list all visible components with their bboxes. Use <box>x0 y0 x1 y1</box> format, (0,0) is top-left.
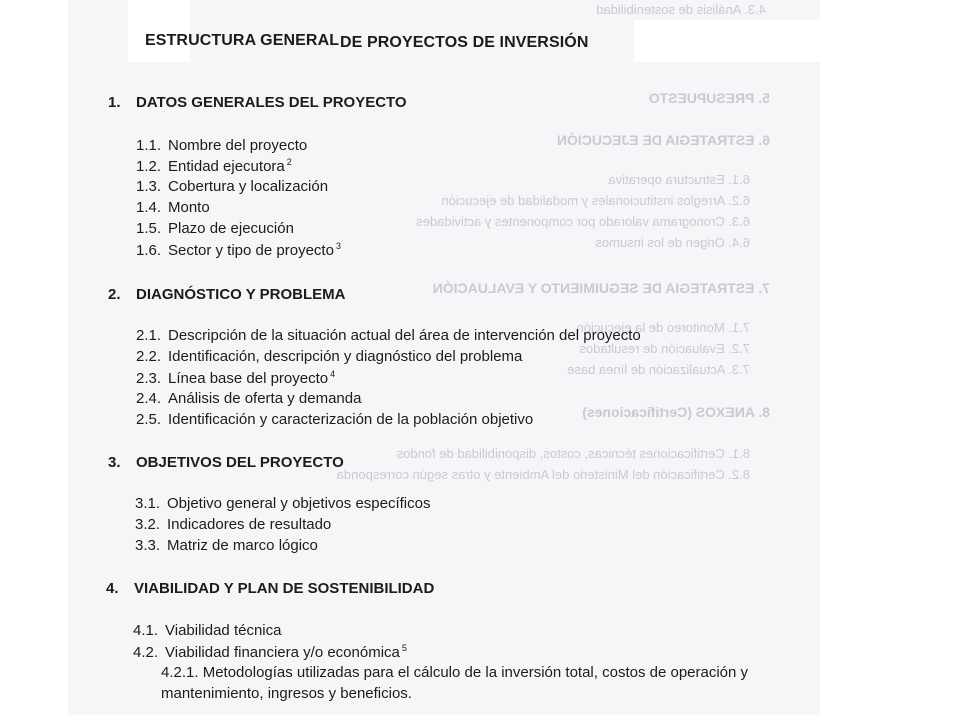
item-number: 1.6. <box>136 242 162 259</box>
item-text: Sector y tipo de proyecto <box>168 242 334 259</box>
bleed-line: 6.1. Estructura operativa <box>608 172 750 187</box>
item-number: 1.5. <box>136 220 162 237</box>
footnote-marker: 5 <box>401 643 407 653</box>
item-number: 1.4. <box>136 199 162 216</box>
bleed-line: 8. ANEXOS (Certificaciones) <box>582 404 770 420</box>
item-text: Indicadores de resultado <box>167 516 332 533</box>
item-text: Plazo de ejecución <box>168 220 294 237</box>
item-number: 2.2. <box>136 348 162 365</box>
item-number: 2.3. <box>136 370 162 387</box>
list-item <box>136 220 294 237</box>
bleed-line: 7.1. Monitoreo de la ejecución <box>576 320 750 335</box>
bleed-line: 7. ESTRATEGIA DE SEGUIMIENTO Y EVALUACIÓN <box>432 280 770 296</box>
footnote-marker: 2 <box>286 157 292 167</box>
bleed-line: 6.2. Arreglos institucionales y modalidad de ejecución <box>441 193 750 208</box>
section-heading <box>106 580 434 597</box>
item-number: 2.5. <box>136 411 162 428</box>
section-title: VIABILIDAD Y PLAN DE SOSTENIBILIDAD <box>134 580 435 597</box>
page-title-part2: DE PROYECTOS DE INVERSIÓN <box>340 34 589 51</box>
bleed-line: 6.4. Origen de los insumos <box>595 235 750 250</box>
list-item <box>136 157 292 175</box>
list-item <box>136 327 641 344</box>
subitem-text: Metodologías utilizadas para el cálculo de la inversión total, costos de operación y <box>202 664 749 681</box>
item-text: Identificación, descripción y diagnóstico del problema <box>168 348 523 365</box>
item-number: 3.2. <box>135 516 161 533</box>
item-number: 2.1. <box>136 327 162 344</box>
section-number: 1. <box>108 94 121 111</box>
item-text: Viabilidad técnica <box>165 622 282 639</box>
list-item <box>136 369 335 387</box>
bleed-line: 6.3. Cronograma valorado por componentes y actividades <box>416 214 750 229</box>
section-heading <box>108 286 345 303</box>
item-number: 1.1. <box>136 137 162 154</box>
item-text: Entidad ejecutora <box>168 158 285 175</box>
subitem-number: 4.2.1. <box>161 664 199 681</box>
item-text: Objetivo general y objetivos específicos <box>167 495 431 512</box>
section-number: 2. <box>108 286 121 303</box>
list-item <box>136 241 341 259</box>
item-number: 1.3. <box>136 178 162 195</box>
item-text: Viabilidad financiera y/o económica <box>165 644 400 661</box>
list-item <box>136 137 307 154</box>
list-item <box>135 516 331 533</box>
list-item <box>136 411 533 428</box>
section-title: OBJETIVOS DEL PROYECTO <box>136 454 344 471</box>
section-number: 3. <box>108 454 121 471</box>
item-text: Línea base del proyecto <box>168 370 329 387</box>
section-title: DATOS GENERALES DEL PROYECTO <box>136 94 407 111</box>
section-number: 4. <box>106 580 119 597</box>
bleed-line: 5. PRESUPUESTO <box>648 90 770 106</box>
list-item <box>136 348 522 365</box>
item-text: Matriz de marco lógico <box>167 537 318 554</box>
footnote-marker: 3 <box>335 241 341 251</box>
list-item <box>135 495 430 512</box>
list-item <box>133 643 407 661</box>
page-title-part1: ESTRUCTURA GENERAL <box>145 32 340 49</box>
item-text: Descripción de la situación actual del área de intervención del proyecto <box>168 327 641 344</box>
item-number: 3.1. <box>135 495 161 512</box>
bleed-line: 7.2. Evaluación de resultados <box>579 341 750 356</box>
list-item <box>135 537 318 554</box>
bleed-line: 6. ESTRATEGIA DE EJECUCIÓN <box>556 132 770 148</box>
list-item <box>136 178 328 195</box>
bleed-line: 4.3. Análisis de sostenibilidad <box>596 2 766 17</box>
item-number: 4.2. <box>133 644 159 661</box>
footnote-marker: 4 <box>330 369 336 379</box>
section-heading <box>108 454 344 471</box>
list-item <box>136 199 210 216</box>
section-heading <box>108 94 407 111</box>
item-text: Monto <box>168 199 210 216</box>
bleed-line: 7.3. Actualización de línea base <box>567 362 750 377</box>
item-text: Cobertura y localización <box>168 178 329 195</box>
subitem-line <box>161 664 748 681</box>
section-title: DIAGNÓSTICO Y PROBLEMA <box>136 286 346 303</box>
list-item <box>133 622 281 639</box>
bleed-line: 8.2. Certificación del Ministerio del Ambiente y otras según corresponda <box>336 467 750 482</box>
item-number: 2.4. <box>136 390 162 407</box>
item-text: Identificación y caracterización de la población objetivo <box>168 411 534 428</box>
item-number: 1.2. <box>136 158 162 175</box>
item-text: Nombre del proyecto <box>168 137 308 154</box>
item-text: Análisis de oferta y demanda <box>168 390 362 407</box>
bleed-line: 8.1. Certificaciones técnicas, costos, disponibilidad de fondos <box>396 446 750 461</box>
list-item <box>136 390 361 407</box>
subitem-line: mantenimiento, ingresos y beneficios. <box>161 685 412 702</box>
item-number: 3.3. <box>135 537 161 554</box>
item-number: 4.1. <box>133 622 159 639</box>
